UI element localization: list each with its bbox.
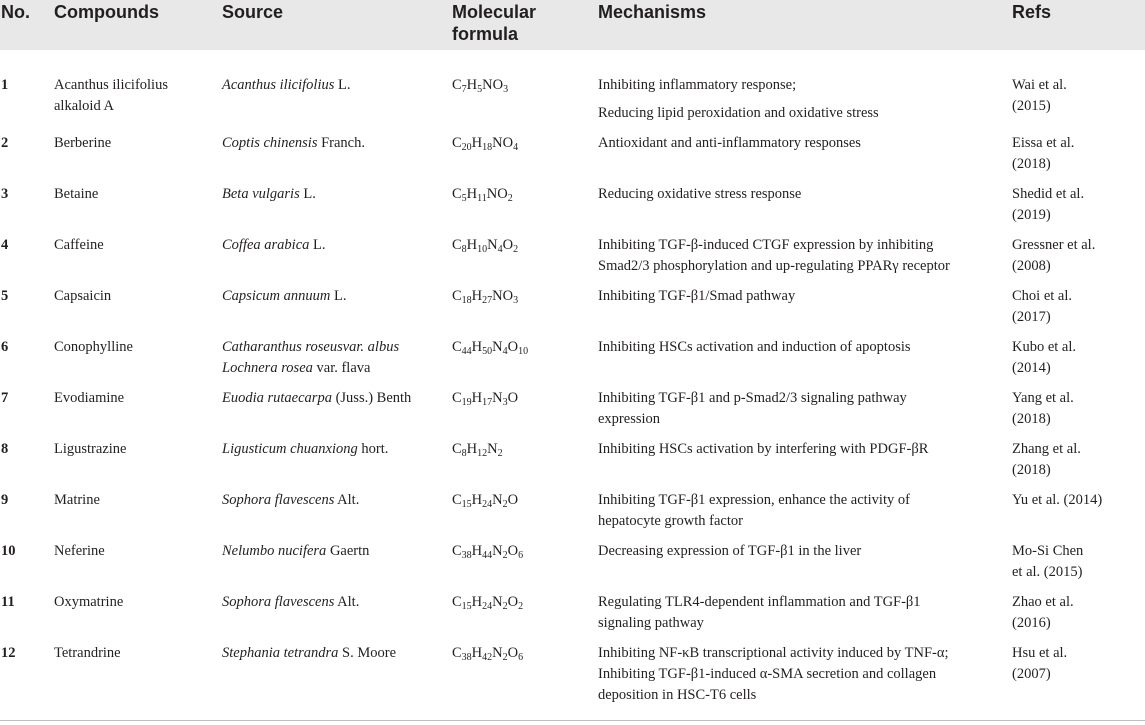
element-symbol: O <box>507 339 519 355</box>
authority: var. flava <box>312 360 371 376</box>
compound-name <box>54 643 121 664</box>
reference-line: Mo-Si Chen <box>1012 543 1084 559</box>
source-species <box>222 643 396 664</box>
reference-line: Kubo et al. <box>1012 339 1077 355</box>
reference-line: Yang et al. <box>1012 390 1074 406</box>
element-symbol: H <box>471 390 483 406</box>
mechanism-paragraph <box>598 133 861 154</box>
element-symbol: H <box>466 77 478 93</box>
reference <box>1012 286 1072 328</box>
species-name: Coffea arabica <box>222 237 310 253</box>
element-symbol: C <box>452 339 462 355</box>
reference-line: (2014) <box>1012 360 1051 376</box>
element-symbol: C <box>452 441 462 457</box>
element-symbol: NO <box>486 186 508 202</box>
species-name: Sophora flavescens <box>222 492 335 508</box>
reference-line: (2007) <box>1012 666 1051 682</box>
mechanism-paragraph <box>598 75 879 96</box>
element-count: 5 <box>461 193 467 204</box>
source-line <box>222 643 396 664</box>
element-count: 38 <box>461 652 472 663</box>
compound-name <box>54 235 104 256</box>
element-count: 44 <box>482 550 493 561</box>
mechanism-line: Inhibiting TGF-β-induced CTGF expression by inhibiting <box>598 237 934 253</box>
element-count: 5 <box>477 84 483 95</box>
source-line <box>222 541 369 562</box>
mechanism-line: expression <box>598 411 661 427</box>
compound-name <box>54 439 126 460</box>
mechanism-line: Decreasing expression of TGF-β1 in the liver <box>598 543 862 559</box>
element-count: 7 <box>461 84 467 95</box>
row-number: 5 <box>1 288 9 304</box>
mechanism-paragraph <box>598 388 907 430</box>
reference-line: Shedid et al. <box>1012 186 1085 202</box>
element-count: 19 <box>461 397 472 408</box>
row-number: 11 <box>1 594 15 610</box>
compound-name <box>54 133 111 154</box>
row-number: 4 <box>1 237 9 253</box>
mechanisms <box>598 490 910 532</box>
mechanism-paragraph <box>598 490 910 532</box>
molecular-formula <box>452 286 518 307</box>
reference <box>1012 439 1081 481</box>
authority: Franch. <box>317 135 365 151</box>
reference-line: Yu et al. (2014) <box>1012 492 1103 508</box>
source-line <box>222 286 346 307</box>
row-number: 6 <box>1 339 9 355</box>
source-line <box>222 235 326 256</box>
element-symbol: N <box>492 594 503 610</box>
element-count: 2 <box>502 652 508 663</box>
reference-line: (2018) <box>1012 462 1051 478</box>
table-bottom-rule <box>0 720 1145 721</box>
molecular-formula <box>452 75 508 96</box>
compound-line: Evodiamine <box>54 390 125 406</box>
element-count: 3 <box>513 295 519 306</box>
source-line <box>222 490 359 511</box>
reference-line: Hsu et al. <box>1012 645 1068 661</box>
element-count: 2 <box>513 244 519 255</box>
element-count: 11 <box>477 193 487 204</box>
source-line <box>222 592 359 613</box>
element-symbol: O <box>507 543 519 559</box>
authority: (Juss.) Benth <box>331 390 412 406</box>
reference-line: (2018) <box>1012 156 1051 172</box>
molecular-formula <box>452 235 518 256</box>
reference <box>1012 541 1083 583</box>
mechanism-paragraph <box>598 184 801 205</box>
authority: hort. <box>357 441 389 457</box>
compound-name <box>54 286 111 307</box>
authority: L. <box>330 288 347 304</box>
authority: Alt. <box>334 594 360 610</box>
reference <box>1012 75 1067 117</box>
reference-line: (2017) <box>1012 309 1051 325</box>
molecular-formula <box>452 133 518 154</box>
element-symbol: O <box>507 645 519 661</box>
element-symbol: H <box>471 288 483 304</box>
reference <box>1012 643 1067 685</box>
element-symbol: N <box>487 237 498 253</box>
mechanism-line: Reducing oxidative stress response <box>598 186 802 202</box>
mechanism-paragraph <box>598 103 879 124</box>
mechanisms <box>598 388 907 430</box>
authority: L. <box>299 186 316 202</box>
source-line <box>222 337 399 358</box>
compound-line: Neferine <box>54 543 105 559</box>
source-line <box>222 75 350 96</box>
compound-name <box>54 337 133 358</box>
species-name: Acanthus ilicifolius <box>222 77 335 93</box>
mechanisms <box>598 541 861 562</box>
mechanisms <box>598 235 950 277</box>
element-count: 4 <box>497 244 503 255</box>
mechanism-paragraph <box>598 235 950 277</box>
mechanisms <box>598 184 801 205</box>
element-count: 50 <box>482 346 493 357</box>
element-count: 10 <box>477 244 488 255</box>
reference-line: Zhao et al. <box>1012 594 1074 610</box>
mechanism-paragraph <box>598 643 949 706</box>
compound-line: alkaloid A <box>54 98 115 114</box>
source-species <box>222 184 316 205</box>
element-count: 18 <box>461 295 472 306</box>
element-symbol: C <box>452 135 462 151</box>
element-count: 10 <box>518 346 529 357</box>
reference <box>1012 184 1084 226</box>
source-line <box>222 133 365 154</box>
compound-line: Ligustrazine <box>54 441 127 457</box>
source-species <box>222 75 350 96</box>
authority: Gaertn <box>326 543 370 559</box>
header-molecular-formula <box>452 1 536 45</box>
element-symbol: H <box>466 186 478 202</box>
species-name: Capsicum annuum <box>222 288 331 304</box>
source-line <box>222 439 388 460</box>
source-species <box>222 235 326 256</box>
compound-name <box>54 490 100 511</box>
element-symbol: O <box>502 237 514 253</box>
species-name: Catharanthus roseusvar. albus <box>222 339 400 355</box>
element-count: 15 <box>461 499 472 510</box>
molecular-formula <box>452 337 528 358</box>
compound-name <box>54 592 123 613</box>
element-symbol: H <box>471 594 483 610</box>
mechanisms <box>598 75 879 124</box>
header-source: Source <box>222 2 284 22</box>
reference-line: (2008) <box>1012 258 1051 274</box>
mechanism-line: signaling pathway <box>598 615 704 631</box>
element-count: 20 <box>461 142 472 153</box>
element-count: 6 <box>518 652 524 663</box>
mechanisms <box>598 337 911 358</box>
authority: L. <box>334 77 351 93</box>
mechanisms <box>598 439 928 460</box>
element-symbol: O <box>507 390 519 406</box>
source-species <box>222 286 346 307</box>
mechanism-line: Inhibiting TGF-β1/Smad pathway <box>598 288 796 304</box>
element-symbol: H <box>471 543 483 559</box>
species-name: Sophora flavescens <box>222 594 335 610</box>
element-symbol: C <box>452 186 462 202</box>
source-species <box>222 541 369 562</box>
element-count: 2 <box>497 448 503 459</box>
authority: Alt. <box>334 492 360 508</box>
reference-line: (2019) <box>1012 207 1051 223</box>
source-species <box>222 337 399 379</box>
element-count: 3 <box>503 84 509 95</box>
table-header <box>0 0 1145 50</box>
source-species <box>222 592 359 613</box>
header-formula-line1: Molecular <box>452 2 537 22</box>
element-symbol: O <box>507 594 519 610</box>
element-symbol: N <box>492 645 503 661</box>
mechanism-line: Inhibiting inflammatory response; <box>598 77 797 93</box>
element-count: 6 <box>518 550 524 561</box>
element-count: 4 <box>502 346 508 357</box>
compound-line: Conophylline <box>54 339 133 355</box>
source-line <box>222 388 411 409</box>
mechanism-paragraph <box>598 592 921 634</box>
species-name: Beta vulgaris <box>222 186 300 202</box>
row-number: 8 <box>1 441 9 457</box>
element-count: 17 <box>482 397 493 408</box>
mechanism-line: Smad2/3 phosphorylation and up-regulating PPARγ receptor <box>598 258 950 274</box>
compound-line: Oxymatrine <box>54 594 124 610</box>
row-number: 9 <box>1 492 9 508</box>
compound-line: Berberine <box>54 135 112 151</box>
element-count: 2 <box>502 499 508 510</box>
compound-name <box>54 184 98 205</box>
element-symbol: C <box>452 390 462 406</box>
row-number: 1 <box>1 77 9 93</box>
header-formula-line2: formula <box>452 24 519 44</box>
element-symbol: O <box>507 492 519 508</box>
mechanism-line: Regulating TLR4-dependent inflammation and TGF-β1 <box>598 594 921 610</box>
element-symbol: H <box>471 135 483 151</box>
source-species <box>222 388 411 409</box>
compound-line: Betaine <box>54 186 99 202</box>
element-symbol: N <box>492 390 503 406</box>
mechanism-line: Inhibiting NF-κB transcriptional activity induced by TNF-α; <box>598 645 949 661</box>
reference <box>1012 235 1095 277</box>
compound-line: Matrine <box>54 492 100 508</box>
compound-name <box>54 541 105 562</box>
reference <box>1012 490 1102 511</box>
element-symbol: C <box>452 77 462 93</box>
mechanisms <box>598 643 949 706</box>
element-symbol: N <box>492 492 503 508</box>
header-no: No. <box>1 2 30 22</box>
mechanism-paragraph <box>598 541 861 562</box>
element-symbol: H <box>471 645 483 661</box>
source-line <box>222 358 399 379</box>
row-number: 12 <box>1 645 16 661</box>
molecular-formula <box>452 643 523 664</box>
reference-line: Wai et al. <box>1012 77 1067 93</box>
element-count: 8 <box>461 448 467 459</box>
mechanism-paragraph <box>598 439 928 460</box>
element-symbol: H <box>466 237 478 253</box>
element-symbol: NO <box>492 135 514 151</box>
compound-line: Tetrandrine <box>54 645 121 661</box>
element-count: 27 <box>482 295 493 306</box>
element-symbol: C <box>452 645 462 661</box>
element-symbol: NO <box>492 288 514 304</box>
molecular-formula <box>452 388 518 409</box>
row-number: 7 <box>1 390 9 406</box>
mechanisms <box>598 286 795 307</box>
species-name: Lochnera rosea <box>222 360 313 376</box>
element-count: 2 <box>502 550 508 561</box>
mechanism-paragraph <box>598 337 911 358</box>
element-count: 18 <box>482 142 493 153</box>
compound-name <box>54 388 124 409</box>
header-refs: Refs <box>1012 2 1052 22</box>
mechanism-line: Inhibiting TGF-β1 and p-Smad2/3 signaling pathway <box>598 390 907 406</box>
reference-line: (2018) <box>1012 411 1051 427</box>
element-count: 2 <box>502 601 508 612</box>
row-number: 3 <box>1 186 9 202</box>
molecular-formula <box>452 490 518 511</box>
species-name: Stephania tetrandra <box>222 645 339 661</box>
mechanism-line: Inhibiting TGF-β1 expression, enhance the activity of <box>598 492 910 508</box>
reference <box>1012 592 1074 634</box>
element-symbol: N <box>492 543 503 559</box>
mechanism-line: Inhibiting TGF-β1-induced α-SMA secretion and collagen <box>598 666 937 682</box>
reference-line: (2015) <box>1012 98 1051 114</box>
reference <box>1012 337 1076 379</box>
reference-line: et al. (2015) <box>1012 564 1083 580</box>
element-count: 24 <box>482 601 493 612</box>
element-count: 42 <box>482 652 493 663</box>
mechanisms <box>598 133 861 154</box>
compound-line: Capsaicin <box>54 288 112 304</box>
reference-line: Eissa et al. <box>1012 135 1075 151</box>
element-symbol: C <box>452 237 462 253</box>
header-compounds: Compounds <box>54 2 159 22</box>
source-species <box>222 133 365 154</box>
reference-line: Gressner et al. <box>1012 237 1096 253</box>
mechanism-line: Reducing lipid peroxidation and oxidative stress <box>598 105 879 121</box>
molecular-formula <box>452 541 523 562</box>
mechanism-line: Inhibiting HSCs activation and induction of apoptosis <box>598 339 911 355</box>
reference-line: Zhang et al. <box>1012 441 1081 457</box>
mechanism-line: Antioxidant and anti-inflammatory responses <box>598 135 861 151</box>
element-count: 12 <box>477 448 488 459</box>
element-symbol: C <box>452 543 462 559</box>
element-symbol: N <box>492 339 503 355</box>
source-species <box>222 490 359 511</box>
row-number: 2 <box>1 135 9 151</box>
element-symbol: C <box>452 594 462 610</box>
species-name: Nelumbo nucifera <box>222 543 327 559</box>
species-name: Ligusticum chuanxiong <box>222 441 358 457</box>
element-count: 8 <box>461 244 467 255</box>
reference <box>1012 133 1074 175</box>
element-symbol: N <box>487 441 498 457</box>
reference <box>1012 388 1074 430</box>
row-number: 10 <box>1 543 16 559</box>
species-name: Euodia rutaecarpa <box>222 390 332 406</box>
element-symbol: H <box>471 339 483 355</box>
mechanism-line: Inhibiting HSCs activation by interfering with PDGF-βR <box>598 441 929 457</box>
mechanism-line: hepatocyte growth factor <box>598 513 743 529</box>
molecular-formula <box>452 184 513 205</box>
molecular-formula <box>452 592 523 613</box>
reference-line: (2016) <box>1012 615 1051 631</box>
molecular-formula <box>452 439 503 460</box>
mechanism-paragraph <box>598 286 795 307</box>
element-symbol: C <box>452 288 462 304</box>
source-line <box>222 184 316 205</box>
element-count: 44 <box>461 346 472 357</box>
element-count: 24 <box>482 499 493 510</box>
element-count: 4 <box>513 142 519 153</box>
source-species <box>222 439 388 460</box>
element-count: 15 <box>461 601 472 612</box>
compound-name <box>54 75 168 117</box>
element-count: 2 <box>507 193 513 204</box>
mechanisms <box>598 592 921 634</box>
element-count: 3 <box>502 397 508 408</box>
element-symbol: NO <box>482 77 504 93</box>
reference-line: Choi et al. <box>1012 288 1073 304</box>
compound-line: Caffeine <box>54 237 104 253</box>
compound-line: Acanthus ilicifolius <box>54 77 168 93</box>
header-mechanisms: Mechanisms <box>598 2 707 22</box>
element-symbol: H <box>471 492 483 508</box>
authority: L. <box>309 237 326 253</box>
element-symbol: H <box>466 441 478 457</box>
element-count: 38 <box>461 550 472 561</box>
mechanism-line: deposition in HSC-T6 cells <box>598 687 757 703</box>
element-count: 2 <box>518 601 524 612</box>
authority: S. Moore <box>338 645 397 661</box>
species-name: Coptis chinensis <box>222 135 318 151</box>
element-symbol: C <box>452 492 462 508</box>
